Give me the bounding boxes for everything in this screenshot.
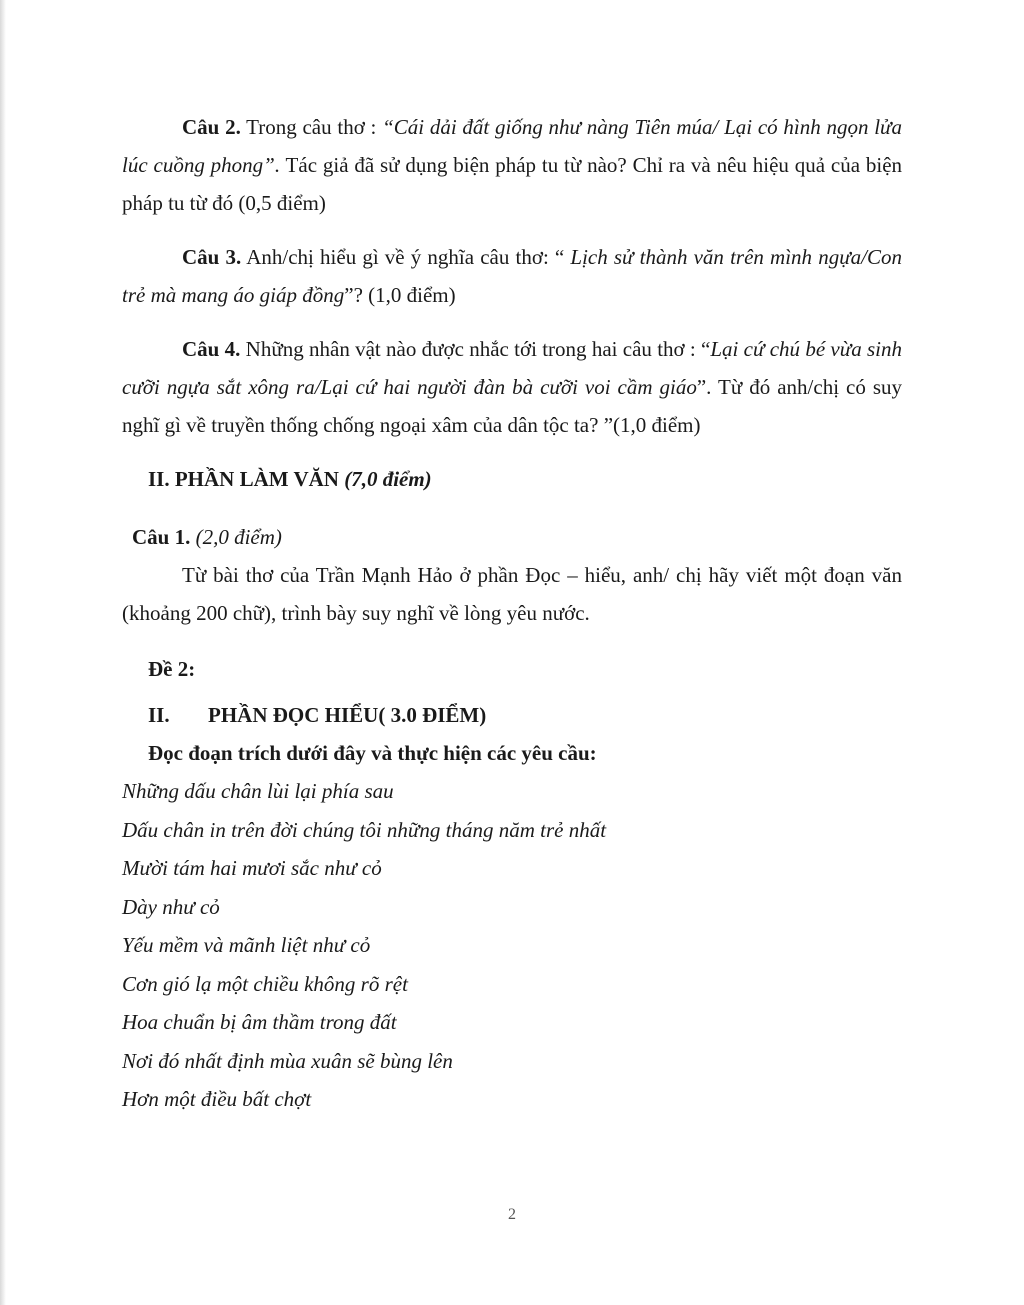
- question-4-prefix: Những nhân vật nào được nhắc tới trong hai câu thơ : “: [240, 337, 711, 361]
- question-3: [122, 238, 902, 314]
- question-4: [122, 330, 902, 444]
- reading-section-heading: [148, 696, 902, 734]
- poem-line: Những dấu chân lùi lại phía sau: [122, 779, 394, 803]
- poem-line: Dày như cỏ: [122, 894, 220, 919]
- question-3-quote: Lịch sử thành văn trên mình ngựa/Con trẻ mà mang áo giáp đồng: [122, 245, 902, 307]
- reading-section-number: II.: [148, 703, 170, 727]
- question-2: [122, 108, 902, 222]
- writing-question-1-label: Câu 1.: [132, 525, 191, 549]
- poem-line: Yếu mềm và mãnh liệt như cỏ: [122, 933, 371, 957]
- question-3-suffix: ”? (1,0 điểm): [344, 283, 456, 307]
- exam-2-heading: Đề 2:: [148, 657, 196, 681]
- question-2-prefix: Trong câu thơ :: [240, 115, 383, 139]
- reading-section-title: PHẦN ĐỌC HIỂU( 3.0 ĐIỂM): [208, 703, 487, 727]
- question-2-label: Câu 2.: [182, 115, 241, 139]
- section-writing-heading: [148, 460, 902, 498]
- poem-line: Mười tám hai mươi sắc như cỏ: [122, 856, 382, 880]
- question-3-prefix: Anh/chị hiểu gì về ý nghĩa câu thơ: “: [241, 245, 571, 269]
- question-2-quote: “Cái dải đất giống như nàng Tiên múa/ Lại có hình ngọn lửa lúc cuồng phong”.: [122, 115, 902, 177]
- page-number: 2: [508, 1206, 516, 1223]
- writing-question-1-heading: [132, 518, 902, 556]
- section-writing-score: (7,0 điểm): [344, 467, 432, 491]
- poem-line: Dấu chân in trên đời chúng tôi những tháng năm trẻ nhất: [122, 817, 607, 842]
- poem-line: Hơn một điều bất chợt: [122, 1087, 312, 1111]
- question-4-quote: Lại cứ chú bé vừa sinh cưỡi ngựa sắt xông ra/Lại cứ hai người đàn bà cưỡi voi cầm giáo: [122, 337, 902, 399]
- reading-instruction: Đọc đoạn trích dưới đây và thực hiện các yêu cầu:: [148, 741, 597, 765]
- poem-line: Cơn gió lạ một chiều không rõ rệt: [122, 971, 408, 996]
- page-content: [122, 108, 902, 1119]
- question-3-label: Câu 3.: [182, 245, 242, 269]
- poem-line: Hoa chuẩn bị âm thầm trong đất: [122, 1010, 397, 1034]
- poem-line: Nơi đó nhất định mùa xuân sẽ bùng lên: [122, 1048, 453, 1073]
- question-4-suffix: ”. Từ đó anh/chị có suy nghĩ gì về truyền thống chống ngoại xâm của dân tộc ta? ”(1,0 điểm): [122, 375, 902, 437]
- question-2-suffix: Tác giả đã sử dụng biện pháp tu từ nào? Chỉ ra và nêu hiệu quả của biện pháp tu từ đó (0,5 điểm): [122, 153, 903, 215]
- writing-question-1-score: (2,0 điểm): [190, 525, 282, 549]
- poem-excerpt: [122, 772, 902, 1119]
- question-4-label: Câu 4.: [182, 337, 241, 361]
- section-writing-title: II. PHẦN LÀM VĂN: [148, 467, 345, 491]
- writing-question-1-text: Từ bài thơ của Trần Mạnh Hảo ở phần Đọc – hiểu, anh/ chị hãy viết một đoạn văn (khoảng 200 chữ), trình bày suy nghĩ về lòng yêu nước.: [122, 563, 902, 625]
